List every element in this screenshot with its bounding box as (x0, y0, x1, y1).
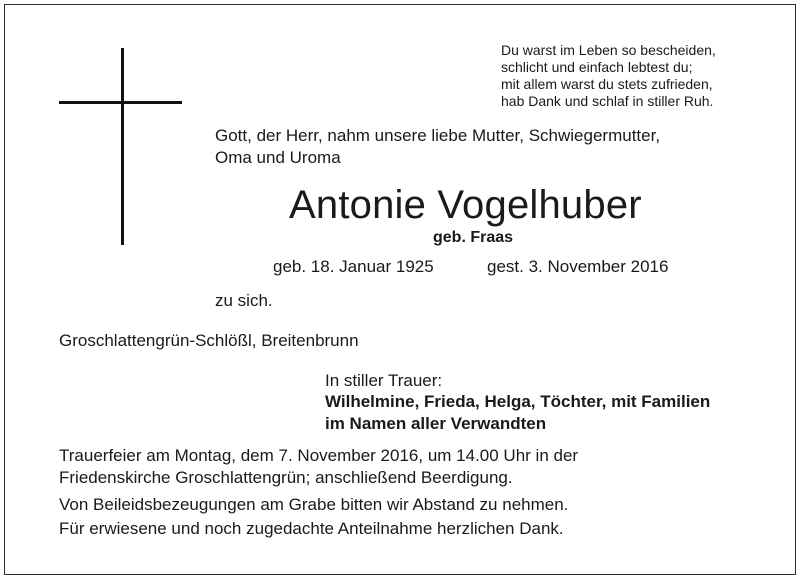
mourning-label: In stiller Trauer: (325, 371, 443, 390)
intro-line: Oma und Uroma (215, 148, 341, 167)
cross-icon-horizontal (59, 101, 182, 104)
poem-line: hab Dank und schlaf in stiller Ruh. (501, 93, 714, 109)
birth-date: geb. 18. Januar 1925 (273, 257, 434, 276)
closing-phrase: zu sich. (215, 291, 273, 310)
intro-line: Gott, der Herr, nahm unsere liebe Mutter, Schwiegermutter, (215, 126, 661, 145)
mourners-list (325, 391, 710, 435)
cross-icon-vertical (121, 48, 124, 245)
announcement-intro (215, 125, 660, 169)
condolence-note: Von Beileidsbezeugungen am Grabe bitten wir Abstand zu nehmen. (59, 495, 569, 514)
funeral-line: Friedenskirche Groschlattengrün; anschließend Beerdigung. (59, 468, 513, 487)
maiden-name: geb. Fraas (433, 229, 514, 246)
obituary-notice (4, 4, 796, 575)
memorial-poem (501, 42, 716, 110)
poem-line: mit allem warst du stets zufrieden, (501, 76, 713, 92)
mourners-line: im Namen aller Verwandten (325, 414, 547, 433)
thanks-note: Für erwiesene und noch zugedachte Anteilnahme herzlichen Dank. (59, 519, 564, 538)
poem-line: schlicht und einfach lebtest du; (501, 59, 693, 75)
funeral-info (59, 445, 578, 489)
funeral-line: Trauerfeier am Montag, dem 7. November 2016, um 14.00 Uhr in der (59, 446, 579, 465)
deceased-name: Antonie Vogelhuber (289, 183, 642, 227)
place-name: Groschlattengrün-Schlößl, Breitenbrunn (59, 331, 359, 350)
death-date: gest. 3. November 2016 (487, 257, 669, 276)
poem-line: Du warst im Leben so bescheiden, (501, 42, 716, 58)
mourners-line: Wilhelmine, Frieda, Helga, Töchter, mit Familien (325, 392, 711, 411)
